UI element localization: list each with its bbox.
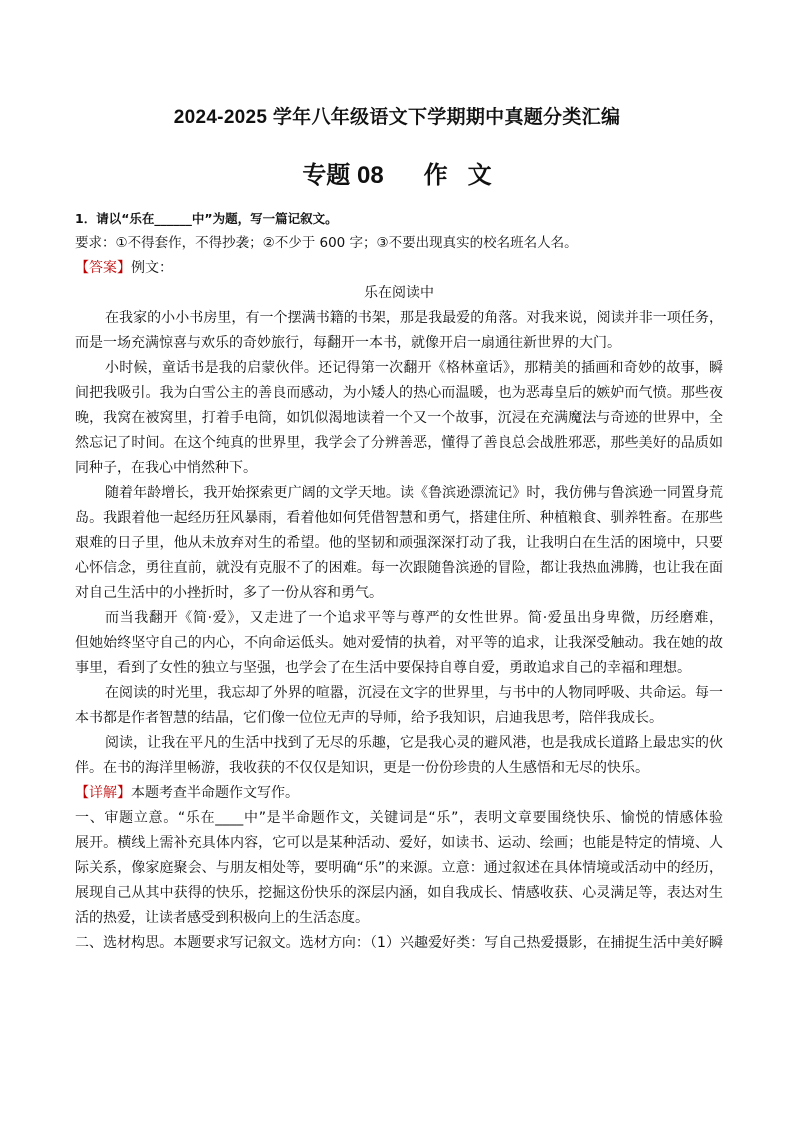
analysis-tag: 【详解】 <box>75 785 131 801</box>
essay-line: 岛。我跟着他一起经历狂风暴雨，看着他如何凭借智慧和勇气，搭建住所、种植粮食、驯养牲畜。在那些 <box>75 510 723 526</box>
essay-line: 对自己生活中的小挫折时，多了一份从容和勇气。 <box>75 585 383 601</box>
document-title: 2024-2025 学年八年级语文下学期期中真题分类汇编 <box>173 107 621 128</box>
essay-line: 而是一场充满惊喜与欢乐的奇妙旅行，每翻开一本书，就像开启一扇通往新世界的大门。 <box>75 335 621 351</box>
analysis-line: 际关系，像家庭聚会、与朋友相处等，要明确“乐”的来源。立意：通过叙述在具体情境或活动中的经历， <box>75 860 723 876</box>
essay-line: 艰难的日子里，他从未放弃对生的希望。他的坚韧和顽强深深打动了我，让我明白在生活的困境中，只要 <box>75 535 723 551</box>
analysis-line: 二、选材构思。本题要求写记叙文。选材方向：（1）兴趣爱好类：写自己热爱摄影，在捕捉生活中美好瞬 <box>75 935 723 951</box>
essay-body <box>75 306 723 781</box>
document-body <box>75 206 723 956</box>
answer-heading <box>75 256 723 281</box>
essay-line: 晚，我窝在被窝里，打着手电筒，如饥似渴地读着一个又一个故事，沉浸在充满魔法与奇迹的世界中，全 <box>75 410 723 426</box>
essay-line: 心怀信念，勇往直前，就没有克服不了的困难。每一次跟随鲁滨逊的冒险，都让我热血沸腾，也让我在面 <box>75 560 723 576</box>
analysis-body <box>75 806 723 956</box>
answer-label: 例文： <box>131 260 173 276</box>
analysis-line: 展开。横线上需补充具体内容，它可以是某种活动、爱好，如读书、运动、绘画；也能是特定的情境、人 <box>75 835 723 851</box>
essay-line: 但她始终坚守自己的内心，不向命运低头。她对爱情的执着，对平等的追求，让我深受触动。我在她的故 <box>75 635 723 651</box>
essay-line: 阅读，让我在平凡的生活中找到了无尽的乐趣，它是我心灵的避风港，也是我成长道路上最忠实的伙 <box>105 735 723 751</box>
question-requirements: 要求：①不得套作，不得抄袭；②不少于 600 字；③不要出现真实的校名班名人名。 <box>75 235 578 251</box>
essay-line: 伴。在书的海洋里畅游，我收获的不仅仅是知识，更是一份份珍贵的人生感悟和无尽的快乐。 <box>75 760 649 776</box>
essay-line: 而当我翻开《简·爱》，又走进了一个追求平等与尊严的女性世界。简·爱虽出身卑微，历经磨难， <box>105 610 723 626</box>
analysis-line: 活的热爱，让读者感受到积极向上的生活态度。 <box>75 910 369 926</box>
essay-line: 随着年龄增长，我开始探索更广阔的文学天地。读《鲁滨逊漂流记》时，我仿佛与鲁滨逊一同置身荒 <box>105 485 723 501</box>
essay-line: 本书都是作者智慧的结晶，它们像一位位无声的导师，给予我知识，启迪我思考，陪伴我成长。 <box>75 710 663 726</box>
analysis-intro: 本题考查半命题作文写作。 <box>131 785 299 801</box>
essay-line: 同种子，在我心中悄然种下。 <box>75 460 257 476</box>
essay-line: 然忘记了时间。在这个纯真的世界里，我学会了分辨善恶，懂得了善良总会战胜邪恶，那些美好的品质如 <box>75 435 723 451</box>
question-prompt: 1．请以“乐在______中”为题，写一篇记叙文。 <box>75 211 338 226</box>
essay-line: 小时候，童话书是我的启蒙伙伴。还记得第一次翻开《格林童话》，那精美的插画和奇妙的故事，瞬 <box>105 360 723 376</box>
essay-line: 间把我吸引。我为白雪公主的善良而感动，为小矮人的热心而温暖，也为恶毒皇后的嫉妒而气愤。那些夜 <box>75 385 723 401</box>
essay-title: 乐在阅读中 <box>364 285 434 301</box>
essay-line: 在阅读的时光里，我忘却了外界的喧嚣，沉浸在文字的世界里，与书中的人物同呼吸、共命运。每一 <box>105 685 723 701</box>
essay-line: 事里，看到了女性的独立与坚强，也学会了在生活中要保持自尊自爱，勇敢追求自己的幸福和理想。 <box>75 660 691 676</box>
analysis-line: 一、审题立意。“乐在____中”是半命题作文，关键词是“乐”，表明文章要围绕快乐、愉悦的情感体验 <box>75 810 723 826</box>
analysis-heading <box>75 781 723 806</box>
essay-line: 在我家的小小书房里，有一个摆满书籍的书架，那是我最爱的角落。对我来说，阅读并非一项任务， <box>105 310 723 326</box>
topic-title: 专题 08 作 文 <box>302 162 492 189</box>
answer-tag: 【答案】 <box>75 260 131 276</box>
analysis-line: 展现自己从其中获得的快乐，挖掘这份快乐的深层内涵，如自我成长、情感收获、心灵满足等，表达对生 <box>75 885 723 901</box>
